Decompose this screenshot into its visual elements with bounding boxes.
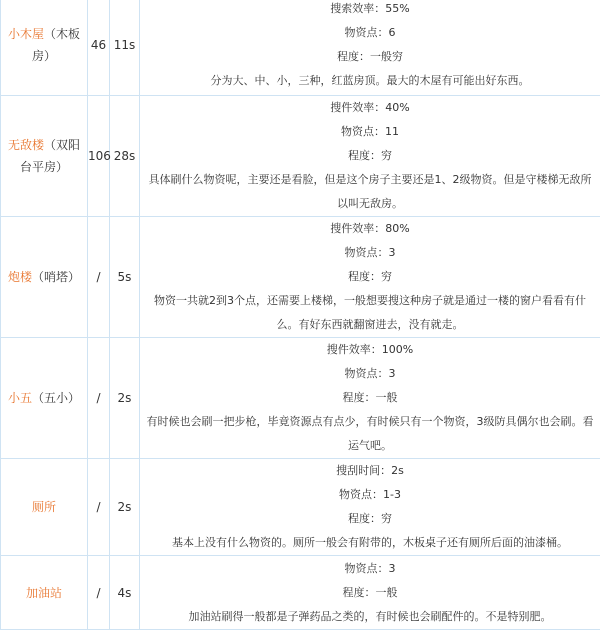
detail-cell [140,556,600,630]
table-row [1,556,600,630]
building-name-cell [1,338,88,459]
detail-line: 程度：穷 [146,507,594,531]
building-count: / [88,338,110,459]
search-time: 2s [110,338,140,459]
detail-cell [140,96,600,217]
detail-line: 物资点：3 [146,557,594,581]
building-name: 小五 [8,391,32,405]
detail-line: 搜件效率：40% [146,96,594,120]
building-name-cell [1,556,88,630]
building-name-cell [1,459,88,556]
detail-cell [140,338,600,459]
detail-line: 物资点：6 [146,21,594,45]
detail-line: 搜索效率：55% [146,0,594,21]
search-time: 2s [110,459,140,556]
detail-description: 物资一共就2到3个点，还需要上楼梯，一般想要搜这种房子就是通过一楼的窗户看看有什么。有好东西就翻窗进去，没有就走。 [146,289,594,337]
building-alias: （哨塔） [32,270,80,284]
table-row [1,96,600,217]
detail-line: 物资点：1-3 [146,483,594,507]
building-count: / [88,217,110,338]
detail-line: 物资点：3 [146,241,594,265]
detail-cell [140,217,600,338]
detail-description: 分为大、中、小，三种，红蓝房顶。最大的木屋有可能出好东西。 [146,69,594,93]
building-name: 小木屋 [8,27,44,41]
detail-cell [140,0,600,96]
detail-line: 搜刮时间：2s [146,459,594,483]
detail-line: 物资点：3 [146,362,594,386]
building-name: 加油站 [26,586,62,600]
detail-line: 搜件效率：80% [146,217,594,241]
detail-description: 有时候也会刷一把步枪，毕竟资源点有点少，有时候只有一个物资，3级防具偶尔也会刷。看运气吧。 [146,410,594,458]
detail-description: 基本上没有什么物资的。厕所一般会有附带的，木板桌子还有厕所后面的油漆桶。 [146,531,594,555]
table-row [1,0,600,96]
detail-line: 程度：一般 [146,581,594,605]
building-count: 106 [88,96,110,217]
building-name: 炮楼 [8,270,32,284]
building-count: 46 [88,0,110,96]
building-name-cell [1,0,88,96]
building-name-cell [1,96,88,217]
detail-line: 程度：穷 [146,265,594,289]
detail-description: 加油站刷得一般都是子弹药品之类的，有时候也会刷配件的。不是特别肥。 [146,605,594,629]
search-time: 5s [110,217,140,338]
building-name: 厕所 [32,500,56,514]
search-time: 4s [110,556,140,630]
building-alias: （双阳台平房） [20,138,80,174]
building-alias: （五小） [32,391,80,405]
building-alias: （木板房） [32,27,80,63]
table-row [1,459,600,556]
detail-line: 程度：一般穷 [146,45,594,69]
building-count: / [88,556,110,630]
detail-cell [140,459,600,556]
table-row [1,338,600,459]
table-row [1,217,600,338]
search-time: 11s [110,0,140,96]
detail-line: 程度：穷 [146,144,594,168]
building-name: 无敌楼 [8,138,44,152]
detail-line: 搜件效率：100% [146,338,594,362]
building-count: / [88,459,110,556]
detail-line: 物资点：11 [146,120,594,144]
search-time: 28s [110,96,140,217]
building-name-cell [1,217,88,338]
detail-line: 程度：一般 [146,386,594,410]
detail-description: 具体刷什么物资呢，主要还是看脸，但是这个房子主要还是1、2级物资。但是守楼梯无敌所以叫无敌房。 [146,168,594,216]
